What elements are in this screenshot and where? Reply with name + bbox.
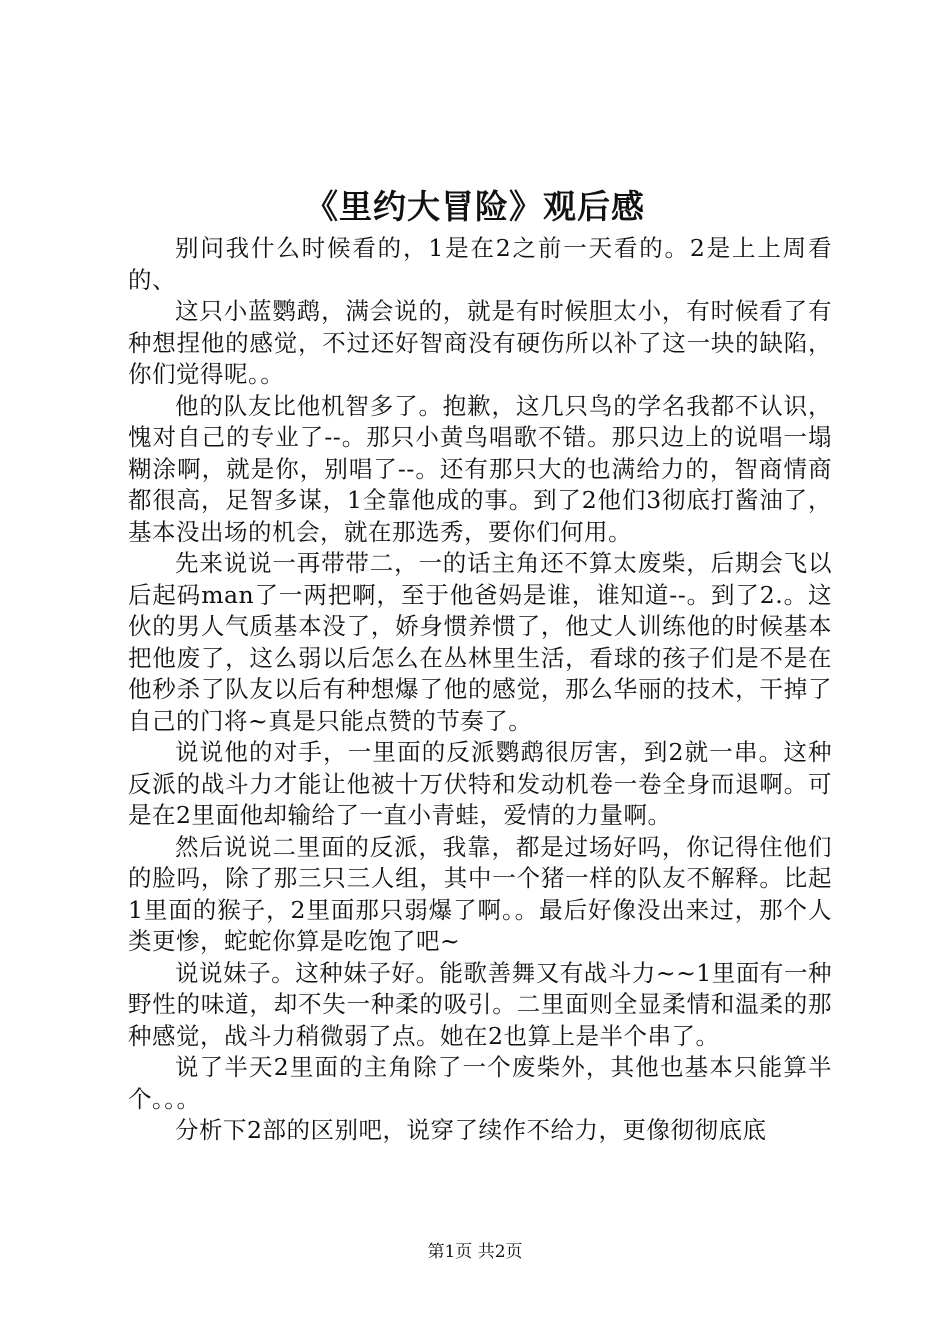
paragraph: 然后说说二里面的反派，我靠，都是过场好吗，你记得住他们的脸吗，除了那三只三人组，其中一个猪一样的队友不解释。比起1里面的猴子，2里面那只弱爆了啊。。最后好像没出来过，那个人类更惨，蛇蛇你算是吃饱了吧~ bbox=[128, 832, 832, 955]
paragraph: 先来说说一再带带二，一的话主角还不算太废柴，后期会飞以后起码man了一两把啊，至于他爸妈是谁，谁知道--。到了2.。这伙的男人气质基本没了，娇身惯养惯了，他丈人训练他的时候基本把他废了，这么弱以后怎么在丛林里生活，看球的孩子们是不是在他秒杀了队友以后有种想爆了他的感觉，那么华丽的技术，干掉了自己的门将~真是只能点赞的节奏了。 bbox=[128, 549, 832, 735]
paragraph: 别问我什么时候看的，1是在2之前一天看的。2是上上周看的、 bbox=[128, 234, 832, 294]
paragraph: 说了半天2里面的主角除了一个废柴外，其他也基本只能算半个。。。 bbox=[128, 1053, 832, 1113]
paragraph: 说说妹子。这种妹子好。能歌善舞又有战斗力~~1里面有一种野性的味道，却不失一种柔的吸引。二里面则全显柔情和温柔的那种感觉，战斗力稍微弱了点。她在2也算上是半个串了。 bbox=[128, 958, 832, 1050]
paragraph: 说说他的对手，一里面的反派鹦鹉很厉害，到2就一串。这种反派的战斗力才能让他被十万伏特和发动机卷一卷全身而退啊。可是在2里面他却输给了一直小青蛙，爱情的力量啊。 bbox=[128, 738, 832, 829]
page-number-footer: 第1页 共2页 bbox=[427, 1242, 523, 1262]
paragraph: 这只小蓝鹦鹉，满会说的，就是有时候胆太小，有时候看了有种想捏他的感觉，不过还好智商没有硬伤所以补了这一块的缺陷，你们觉得呢。。 bbox=[128, 297, 832, 388]
paragraph: 他的队友比他机智多了。抱歉，这几只鸟的学名我都不认识，愧对自己的专业了--。那只小黄鸟唱歌不错。那只边上的说唱一塌糊涂啊，就是你，别唱了--。还有那只大的也满给力的，智商情商都很高，足智多谋，1全靠他成的事。到了2他们3彻底打酱油了，基本没出场的机会，就在那选秀，要你们何用。 bbox=[128, 391, 832, 546]
document-title: 《里约大冒险》观后感 bbox=[305, 187, 645, 226]
document-body bbox=[128, 233, 832, 1147]
paragraph: 分析下2部的区别吧，说穿了续作不给力，更像彻彻底底 bbox=[175, 1116, 767, 1144]
